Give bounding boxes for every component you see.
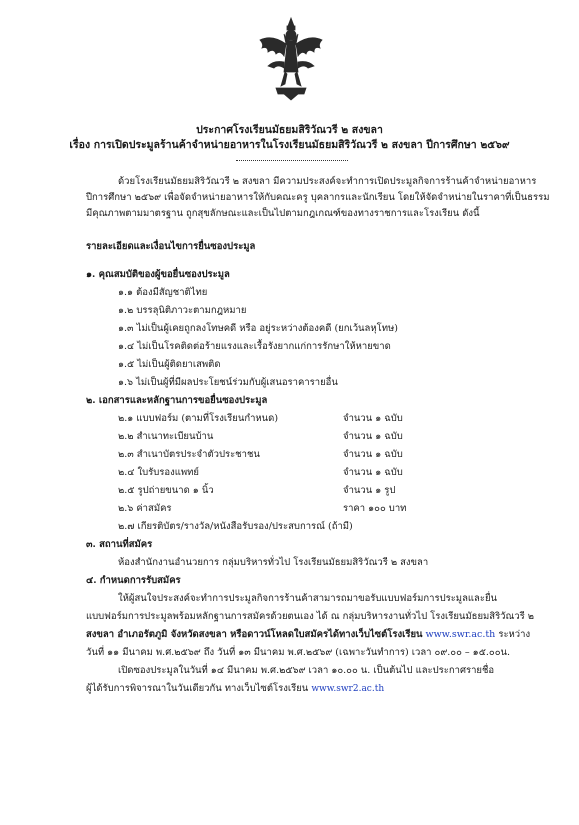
qualification-item: ๑.๕ ไม่เป็นผู้ติดยาเสพติด [118,359,221,370]
application-location: ห้องสำนักงานอำนวยการ กลุ่มบริหารทั่วไป โรงเรียนมัธยมสิริวัณวรี ๒ สงขลา [118,557,429,568]
garuda-emblem-icon [254,14,328,102]
section-4-heading: ๔. กำหนดการรับสมัคร [86,575,181,586]
document-item-amount: ราคา ๑๐๐ บาท [343,503,407,514]
bid-opening-line: เปิดซองประมูลในวันที่ ๑๔ มีนาคม พ.ศ.๒๕๖๙ เวลา ๑๐.๐๐ น. เป็นต้นไป และประกาศรายชื่อ [118,665,495,676]
results-website-link[interactable]: www.swr2.ac.th [311,684,385,694]
schedule-between: ระหว่าง [498,629,531,640]
intro-line: ปีการศึกษา ๒๕๖๙ เพื่อจัดจำหน่ายอาหารให้กับคณะครู บุคลากรและนักเรียน โดยให้จัดจำหน่ายในราคาที่เป็นธรรม [86,192,550,203]
schedule-line: แบบฟอร์มการประมูลพร้อมหลักฐานการสมัครด้วยตนเอง ได้ ณ กลุ่มบริหารงานทั่วไป โรงเรียนมัธยมสิริวัณวรี ๒ [86,611,535,622]
dotted-divider [236,160,348,161]
announcement-title: ประกาศโรงเรียนมัธยมสิริวัณวรี ๒ สงขลา [196,124,383,136]
document-item-amount: จำนวน ๑ ฉบับ [343,413,403,424]
details-heading: รายละเอียดและเงื่อนไขการยื่นซองประมูล [86,241,256,252]
schedule-line [86,629,530,641]
section-3-heading: ๓. สถานที่สมัคร [86,539,153,550]
qualification-item: ๑.๑ ต้องมีสัญชาติไทย [118,287,208,298]
document-item-amount: จำนวน ๑ ฉบับ [343,467,403,478]
results-text: ผู้ได้รับการพิจารณาในวันเดียวกัน ทางเว็บไซต์โรงเรียน [86,683,309,694]
qualification-item: ๑.๒ บรรลุนิติภาวะตามกฎหมาย [118,305,247,316]
school-website-link[interactable]: www.swr.ac.th [425,629,496,640]
qualification-item: ๑.๖ ไม่เป็นผู้ที่มีผลประโยชน์ร่วมกับผู้เสนอราคารายอื่น [118,377,338,388]
results-line [86,683,384,695]
qualification-item: ๑.๔ ไม่เป็นโรคติดต่อร้ายแรงและเรื้อรังยากแก่การรักษาให้หายขาด [118,341,391,352]
document-item-amount: จำนวน ๑ ฉบับ [343,431,403,442]
document-item-label: ๒.๓ สำเนาบัตรประจำตัวประชาชน [118,449,260,460]
intro-line: ด้วยโรงเรียนมัธยมสิริวัณวรี ๒ สงขลา มีความประสงค์จะทำการเปิดประมูลกิจการร้านค้าจำหน่ายอาหาร [118,176,537,187]
schedule-dates: วันที่ ๑๑ มีนาคม พ.ศ.๒๕๖๙ ถึง วันที่ ๑๓ มีนาคม พ.ศ.๒๕๖๙ (เฉพาะวันทำการ) เวลา ๐๙.๐๐ – ๑๕.๐๐น. [86,647,511,658]
schedule-location-bold: สงขลา อำเภอรัตภูมิ จังหวัดสงขลา หรือดาวน์โหลดใบสมัครได้ทางเว็บไซต์โรงเรียน [86,629,423,640]
document-item-label: ๒.๖ ค่าสมัคร [118,503,172,514]
section-1-heading: ๑. คุณสมบัติของผู้ขอยื่นซองประมูล [86,269,230,280]
intro-line: มีคุณภาพตามมาตรฐาน ถูกสุขลักษณะและเป็นไปตามกฎเกณฑ์ของทางราชการและโรงเรียน ดังนี้ [86,208,480,219]
qualification-item: ๑.๓ ไม่เป็นผู้เคยถูกลงโทษคดี หรือ อยู่ระหว่างต้องคดี (ยกเว้นลหุโทษ) [118,323,398,334]
document-item-amount: จำนวน ๑ ฉบับ [343,449,403,460]
document-item-amount: จำนวน ๑ รูป [343,485,396,496]
announcement-subject: เรื่อง การเปิดประมูลร้านค้าจำหน่ายอาหารในโรงเรียนมัธยมสิริวัณวรี ๒ สงขลา ปีการศึกษา ๒๕๖๙ [69,139,510,151]
document-item-label: ๒.๗ เกียรติบัตร/รางวัล/หนังสือรับรอง/ประสบการณ์ (ถ้ามี) [118,521,353,532]
document-item-label: ๒.๕ รูปถ่ายขนาด ๑ นิ้ว [118,485,214,496]
document-item-label: ๒.๑ แบบฟอร์ม (ตามที่โรงเรียนกำหนด) [118,413,279,424]
document-item-label: ๒.๔ ใบรับรองแพทย์ [118,467,199,478]
schedule-line: ให้ผู้สนใจประสงค์จะทำการประมูลกิจการร้านค้าสามารถมาขอรับแบบฟอร์มการประมูลและยื่น [118,593,498,604]
section-2-heading: ๒. เอกสารและหลักฐานการขอยื่นซองประมูล [86,395,268,406]
document-item-label: ๒.๒ สำเนาทะเบียนบ้าน [118,431,214,442]
